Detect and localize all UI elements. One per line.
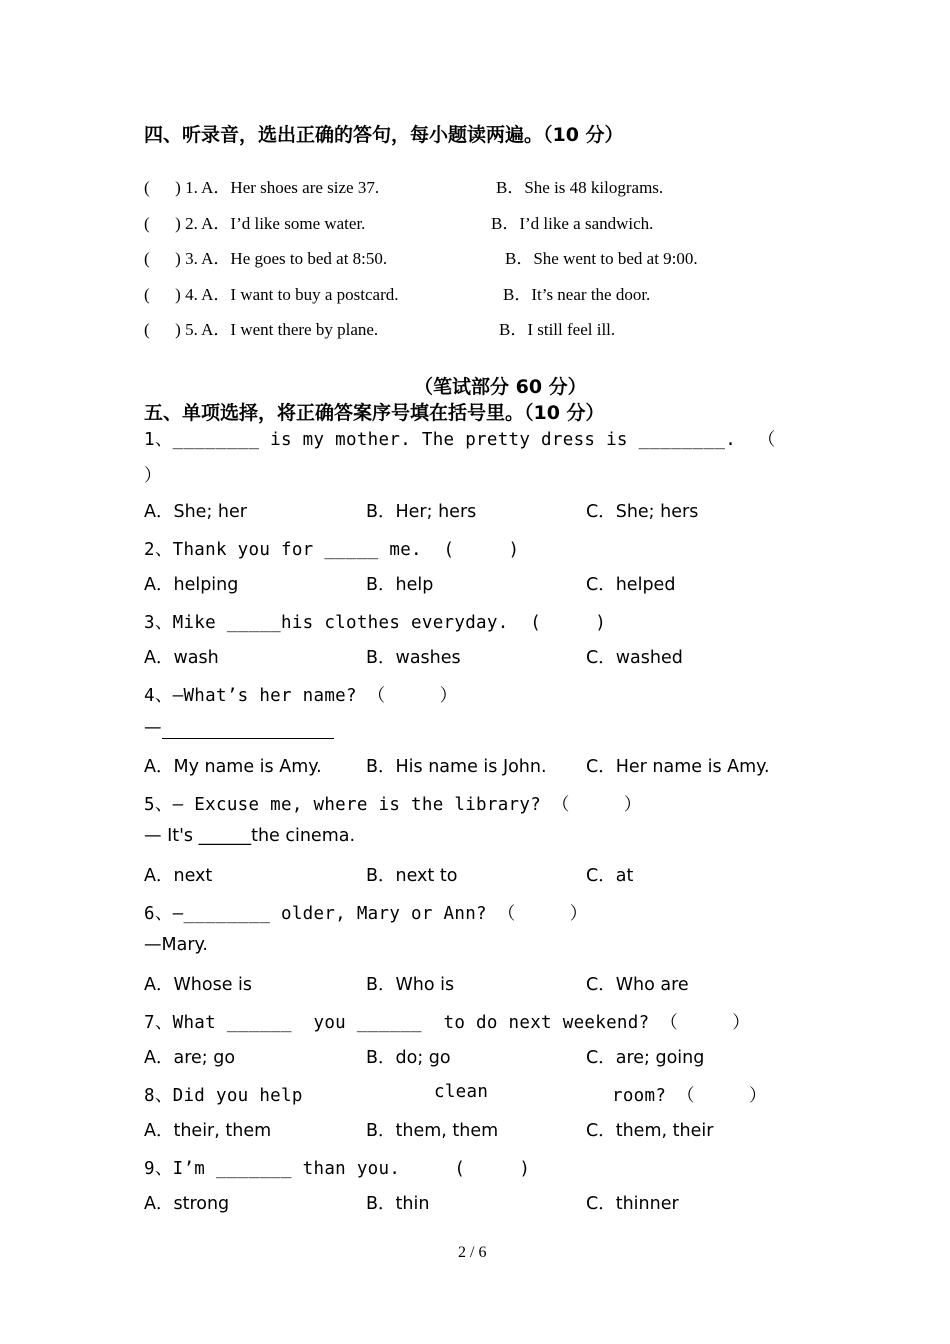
question-1-stem-cont: ） bbox=[144, 466, 162, 486]
question-6-option-b: B．Who is bbox=[366, 975, 455, 995]
question-8-option-a: A．their, them bbox=[144, 1121, 272, 1141]
listening-item-3-a: ( ) 3. A．He goes to bed at 8:50. bbox=[144, 249, 388, 268]
listening-item-4-b: B．It’s near the door. bbox=[503, 285, 651, 304]
section-4-heading: 四、听录音，选出正确的答句，每小题读两遍。（10 分） bbox=[144, 124, 624, 146]
question-9-stem: 9、I’m _______ than you. ( ) bbox=[144, 1159, 531, 1179]
question-7-option-c: C．are; going bbox=[586, 1048, 705, 1068]
question-8-stem-part-3: room? （ ） bbox=[612, 1086, 767, 1106]
question-6-option-a: A．Whose is bbox=[144, 975, 252, 995]
question-2-option-c: C．helped bbox=[586, 575, 676, 595]
question-3-option-b: B．washes bbox=[366, 648, 461, 668]
question-5-option-c: C．at bbox=[586, 866, 634, 886]
question-6-stem: 6、—________ older, Mary or Ann? （ ） bbox=[144, 904, 588, 924]
question-2-stem: 2、Thank you for _____ me. ( ) bbox=[144, 540, 520, 560]
question-7-option-a: A．are; go bbox=[144, 1048, 236, 1068]
listening-item-2-b: B．I’d like a sandwich. bbox=[491, 214, 654, 233]
question-6-option-c: C．Who are bbox=[586, 975, 689, 995]
listening-item-1-a: ( ) 1. A．Her shoes are size 37. bbox=[144, 178, 380, 197]
question-3-option-a: A．wash bbox=[144, 648, 219, 668]
listening-item-4-a: ( ) 4. A．I want to buy a postcard. bbox=[144, 285, 399, 304]
question-7-option-b: B．do; go bbox=[366, 1048, 451, 1068]
listening-item-2-a: ( ) 2. A．I’d like some water. bbox=[144, 214, 366, 233]
question-3-stem: 3、Mike _____his clothes everyday. ( ) bbox=[144, 613, 607, 633]
question-4-option-b: B．His name is John. bbox=[366, 757, 547, 777]
question-1-stem: 1、________ is my mother. The pretty dress is ________. （ bbox=[144, 430, 776, 450]
page-number: 2 / 6 bbox=[458, 1244, 487, 1261]
question-6-reply: —Mary. bbox=[144, 935, 208, 955]
written-part-heading: （笔试部分 60 分） bbox=[414, 376, 587, 398]
question-4-answer-line bbox=[162, 738, 334, 739]
section-5-heading: 五、单项选择，将正确答案序号填在括号里。（10 分） bbox=[144, 402, 605, 424]
question-8-option-b: B．them, them bbox=[366, 1121, 499, 1141]
listening-item-5-b: B．I still feel ill. bbox=[499, 320, 616, 339]
question-5-option-a: A．next bbox=[144, 866, 213, 886]
question-8-stem-part-2: clean bbox=[434, 1082, 489, 1102]
question-8-stem-part-1: 8、Did you help bbox=[144, 1086, 303, 1106]
question-4-stem: 4、—What’s her name? （ ） bbox=[144, 686, 458, 706]
question-1-option-c: C．She; hers bbox=[586, 502, 699, 522]
question-8-option-c: C．them, their bbox=[586, 1121, 714, 1141]
question-5-reply: — It's ______the cinema. bbox=[144, 826, 356, 846]
question-3-option-c: C．washed bbox=[586, 648, 683, 668]
question-4-option-c: C．Her name is Amy. bbox=[586, 757, 770, 777]
question-9-option-c: C．thinner bbox=[586, 1194, 679, 1214]
question-7-stem: 7、What ______ you ______ to do next weekend? （ ） bbox=[144, 1013, 751, 1033]
question-5-stem: 5、— Excuse me, where is the library? （ ） bbox=[144, 795, 642, 815]
question-4-option-a: A．My name is Amy. bbox=[144, 757, 322, 777]
question-2-option-b: B．help bbox=[366, 575, 434, 595]
question-9-option-a: A．strong bbox=[144, 1194, 230, 1214]
question-1-option-a: A．She; her bbox=[144, 502, 247, 522]
question-4-reply-dash: — bbox=[144, 718, 162, 738]
listening-item-5-a: ( ) 5. A．I went there by plane. bbox=[144, 320, 379, 339]
listening-item-3-b: B．She went to bed at 9:00. bbox=[505, 249, 698, 268]
question-2-option-a: A．helping bbox=[144, 575, 239, 595]
question-9-option-b: B．thin bbox=[366, 1194, 430, 1214]
question-5-option-b: B．next to bbox=[366, 866, 458, 886]
listening-item-1-b: B．She is 48 kilograms. bbox=[496, 178, 664, 197]
question-1-option-b: B．Her; hers bbox=[366, 502, 477, 522]
